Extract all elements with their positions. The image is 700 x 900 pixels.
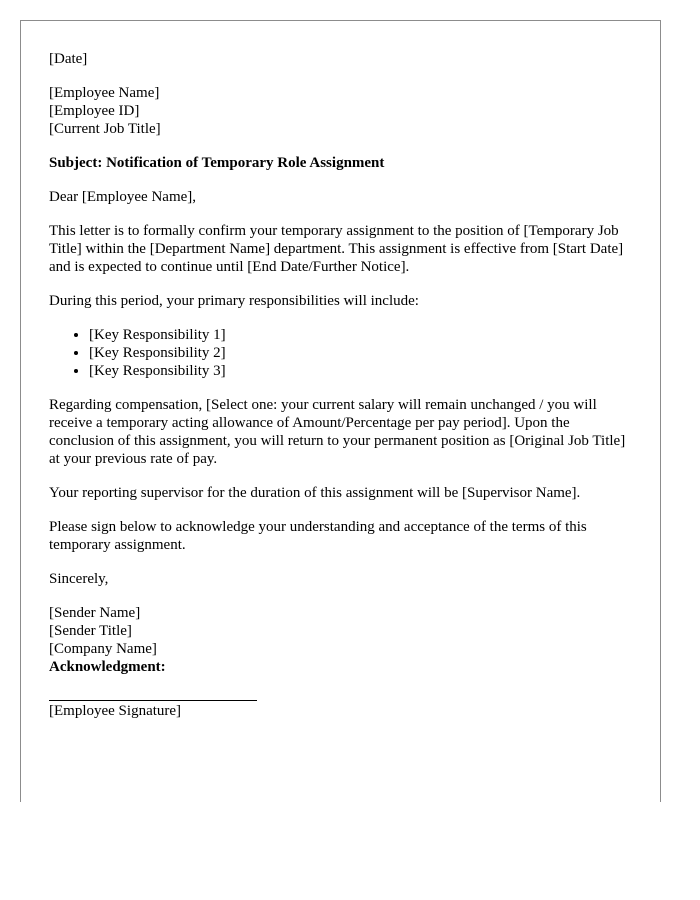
responsibilities-list — [49, 326, 632, 380]
sender-company: [Company Name] — [49, 641, 157, 657]
list-item: • [Key Responsibility 1] — [89, 326, 632, 344]
paragraph-compensation: Regarding compensation, [Select one: your current salary will remain unchanged / you will receive a temporary acting allowance of Amount/Percentage per pay period]. Upon the conclusion of this assignment, you will return to your permanent position as [Original Job Title] at your previous rate of pay. — [49, 397, 626, 467]
sender-title: [Sender Title] — [49, 623, 132, 639]
letter-salutation: Dear [Employee Name], — [49, 189, 197, 205]
sender-name: [Sender Name] — [49, 605, 141, 621]
letter-date: [Date] — [49, 51, 88, 67]
sender-block — [49, 604, 632, 658]
letter-subject: Subject: Notification of Temporary Role Assignment — [49, 155, 385, 171]
recipient-id: [Employee ID] — [49, 103, 140, 119]
list-item: • [Key Responsibility 2] — [89, 344, 632, 362]
list-item: • [Key Responsibility 3] — [89, 362, 632, 380]
signature-line — [49, 700, 257, 701]
paragraph-supervisor: Your reporting supervisor for the duration of this assignment will be [Supervisor Name]. — [49, 485, 581, 501]
letter-page — [20, 20, 661, 802]
acknowledgment-heading: Acknowledgment: — [49, 659, 166, 675]
paragraph-sign-request: Please sign below to acknowledge your understanding and acceptance of the terms of this temporary assignment. — [49, 519, 587, 553]
paragraph-assignment: This letter is to formally confirm your temporary assignment to the position of [Temporary Job Title] within the [Department Name] department. This assignment is effective from [Start Date] and is expected to continue until [End Date/Further Notice]. — [49, 223, 624, 275]
signature-label: [Employee Signature] — [49, 703, 182, 719]
recipient-name: [Employee Name] — [49, 85, 160, 101]
recipient-job-title: [Current Job Title] — [49, 121, 161, 137]
letter-closing: Sincerely, — [49, 571, 109, 587]
paragraph-responsibilities-intro: During this period, your primary responsibilities will include: — [49, 293, 419, 309]
